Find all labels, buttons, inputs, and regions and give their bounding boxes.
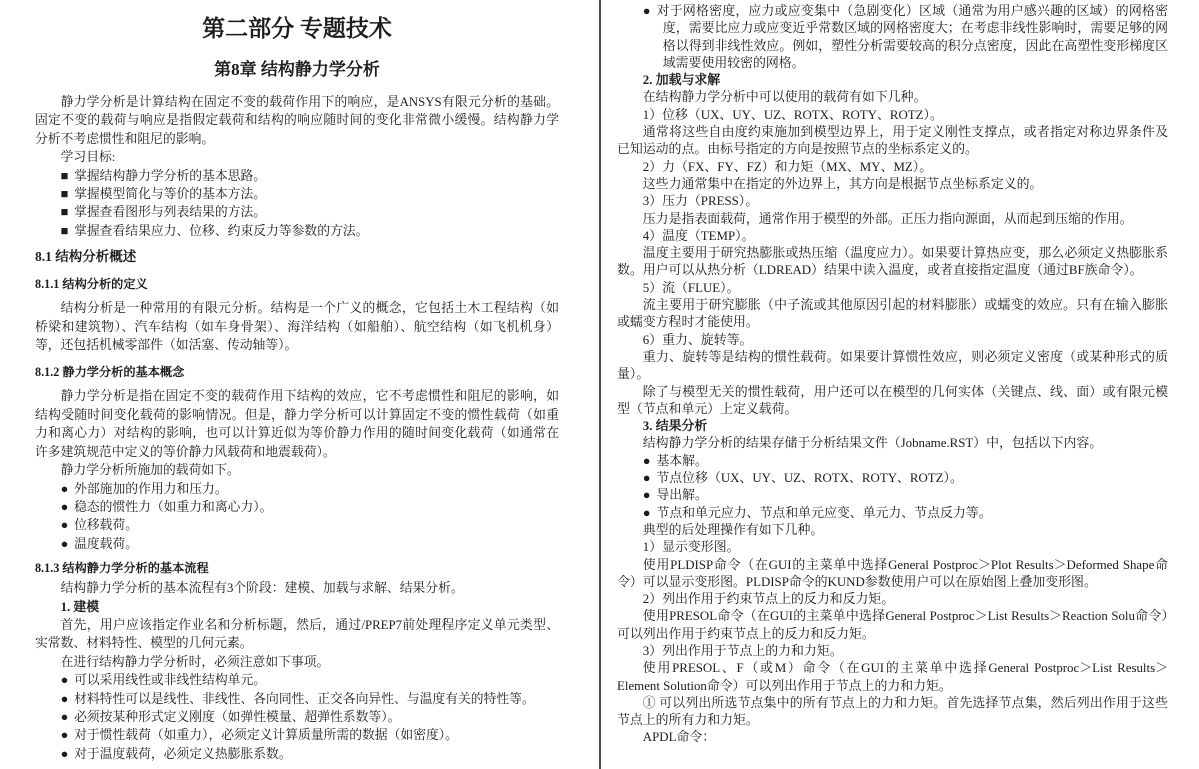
square-bullet-icon: ■: [60, 187, 69, 202]
round-bullet-icon: ●: [642, 4, 651, 18]
round-bullet-icon: ●: [60, 728, 69, 743]
load-item: [61, 480, 559, 498]
paragraph: 在进行结构静力学分析时，必须注意如下事项。: [60, 654, 330, 669]
note-item: [61, 708, 559, 726]
square-bullet-icon: ■: [60, 168, 69, 183]
goal-text: 掌握结构静力学分析的基本思路。: [74, 168, 267, 183]
paragraph: 流主要用于研究膨胀（中子流或其他原因引起的材料膨胀）或蠕变的效应。只有在输入膨胀或蠕变方程时才能使用。: [617, 298, 1168, 330]
paragraph: ① 可以列出所选节点集中的所有节点上的力和力矩。首先选择节点集，然后列出作用于这些节点上的所有力和力矩。: [617, 695, 1168, 728]
paragraph: 结构分析是一种常用的有限元分析。结构是一个广义的概念，它包括土木工程结构（如桥梁和建筑物）、汽车结构（如车身骨架）、海洋结构（如船舶）、航空结构（如飞机机身）等，还包括机械零部件（如活塞、传动轴等）。: [35, 301, 559, 353]
apdl-label: APDL命令：: [642, 730, 716, 745]
goal-item: [61, 185, 559, 203]
result-text: 节点和单元应力、节点和单元应变、单元力、节点反力等。: [656, 505, 992, 520]
paragraph: 重力、旋转等是结构的惯性载荷。如果要计算惯性效应，则必须定义密度（或某种形式的质量）。: [617, 349, 1168, 382]
step3-heading: 3. 结果分析: [642, 419, 708, 434]
round-bullet-icon: ●: [60, 499, 69, 514]
round-bullet-icon: ●: [642, 453, 651, 468]
load-item: [61, 535, 559, 553]
result-text: 节点位移（UX、UY、UZ、ROTX、ROTY、ROTZ）。: [656, 471, 963, 486]
goal-item: [61, 203, 559, 221]
load-item: [61, 516, 559, 534]
result-item: [643, 505, 1168, 522]
load-type-label: 6）重力、旋转等。: [642, 332, 753, 347]
square-bullet-icon: ■: [60, 205, 69, 220]
load-text: 温度载荷。: [74, 536, 139, 551]
note-item: [61, 726, 559, 744]
left-page: [35, 0, 559, 763]
load-type-label: 4）温度（TEMP）。: [642, 228, 755, 243]
load-item: [61, 498, 559, 516]
load-text: 稳态的惯性力（如重力和离心力）。: [74, 499, 273, 514]
paragraph: 通常将这些自由度约束施加到模型边界上，用于定义刚性支撑点，或者指定对称边界条件及已知运动的点。由标号指定的方向是按照节点的坐标系定义的。: [617, 125, 1168, 157]
paragraph: 典型的后处理操作有如下几种。: [642, 522, 824, 537]
paragraph: 除了与模型无关的惯性载荷，用户还可以在模型的几何实体（关键点、线、面）或有限元模型（节点和单元）上定义载荷。: [617, 384, 1168, 416]
round-bullet-icon: ●: [642, 488, 651, 503]
note-text: 材料特性可以是线性、非线性、各向同性、正交各向异性、与温度有关的特性等。: [74, 691, 535, 706]
part-title: 第二部分 专题技术: [202, 16, 392, 41]
note-text: 必须按某种形式定义刚度（如弹性模量、超弹性系数等）。: [74, 709, 401, 724]
load-text: 位移载荷。: [74, 518, 139, 533]
result-text: 基本解。: [656, 453, 708, 468]
round-bullet-icon: ●: [60, 481, 69, 496]
goal-item: [61, 222, 559, 240]
section-heading-8-1-3: 8.1.3 结构静力学分析的基本流程: [35, 561, 209, 576]
load-type-label: 3）压力（PRESS）。: [642, 194, 759, 209]
note-item: [61, 671, 559, 689]
operation-label: 3）列出作用于节点上的力和力矩。: [642, 643, 843, 658]
note-text: 对于惯性载荷（如重力），必须定义计算质量所需的数据（如密度）。: [74, 728, 458, 743]
round-bullet-icon: ●: [60, 746, 69, 761]
round-bullet-icon: ●: [642, 505, 651, 520]
goal-text: 掌握查看结果应力、位移、约束反力等参数的方法。: [74, 223, 369, 238]
load-type-label: 2）力（FX、FY、FZ）和力矩（MX、MY、MZ）。: [642, 159, 933, 174]
goal-item: [61, 167, 559, 185]
round-bullet-icon: ●: [60, 709, 69, 724]
result-text: 导出解。: [656, 488, 708, 503]
section-heading-8-1: 8.1 结构分析概述: [35, 249, 137, 265]
mesh-note-item: [643, 3, 1168, 72]
intro-paragraph: 静力学分析是计算结构在固定不变的载荷作用下的响应，是ANSYS有限元分析的基础。固定不变的载荷与响应是指假定载荷和结构的响应随时间的变化非常微小缓慢。结构静力学分析不考虑惯性和阻尼的影响。: [35, 95, 559, 146]
paragraph: 压力是指表面载荷，通常作用于模型的外部。正压力指向源面，从而起到压缩的作用。: [642, 211, 1133, 226]
mesh-note-text: 对于网格密度，应力或应变集中（急剧变化）区域（通常为用户感兴趣的区域）的网格密度，需要比应力或应变近乎常数区域的网格密度大；在考虑非线性影响时，需要足够的网格以得到非线性效应。例如，塑性分析需要较高的积分点密度，因此在高塑性变形梯度区域需要使用较密的网格。: [656, 4, 1168, 70]
step1-heading: 1. 建模: [60, 599, 99, 614]
round-bullet-icon: ●: [60, 536, 69, 551]
paragraph: 使用PRESOL命令（在GUI的主菜单中选择General Postproc＞List Results＞Reaction Solu命令）可以列出作用于约束节点上的反力和反力矩。: [617, 609, 1168, 641]
goals-label: 学习目标:: [60, 150, 116, 165]
note-item: [61, 745, 559, 763]
section-heading-8-1-1: 8.1.1 结构分析的定义: [35, 277, 148, 292]
note-text: 对于温度载荷，必须定义热膨胀系数。: [74, 746, 292, 761]
paragraph: 结构静力学分析的基本流程有3个阶段：建模、加载与求解、结果分析。: [60, 581, 464, 596]
load-text: 外部施加的作用力和压力。: [74, 481, 228, 496]
loads-intro: 静力学分析所施加的载荷如下。: [60, 463, 240, 478]
note-item: [61, 690, 559, 708]
paragraph: 使用PLDISP命令（在GUI的主菜单中选择General Postproc＞Plot Results＞Deformed Shape命令）可以显示变形图。PLDISP命令的KUND参数使用户可以在原始图上叠加变形图。: [617, 557, 1168, 589]
page-divider: [599, 0, 601, 769]
right-page: [617, 3, 1168, 747]
paragraph: 这些力通常集中在指定的外边界上，其方向是根据节点坐标系定义的。: [642, 176, 1043, 191]
round-bullet-icon: ●: [642, 471, 651, 486]
goal-text: 掌握查看图形与列表结果的方法。: [74, 205, 267, 220]
goal-text: 掌握模型简化与等价的基本方法。: [74, 187, 267, 202]
section-heading-8-1-2: 8.1.2 静力学分析的基本概念: [35, 365, 185, 380]
paragraph: 静力学分析是指在固定不变的载荷作用下结构的效应，它不考虑惯性和阻尼的影响，如结构受随时间变化载荷的影响情况。但是，静力学分析可以计算固定不变的惯性载荷（如重力和离心力）对结构的影响，也可以计算近似为等价静力作用的随时间变化载荷（如通常在许多建筑规范中定义的等价静力风载荷和地震载荷）。: [35, 389, 559, 459]
paragraph: 结构静力学分析的结果存储于分析结果文件（Jobname.RST）中，包括以下内容。: [642, 436, 1103, 451]
result-item: [643, 487, 1168, 504]
chapter-title: 第8章 结构静力学分析: [214, 60, 380, 79]
square-bullet-icon: ■: [60, 223, 69, 238]
round-bullet-icon: ●: [60, 673, 69, 688]
operation-label: 1）显示变形图。: [642, 540, 740, 555]
round-bullet-icon: ●: [60, 518, 69, 533]
step2-heading: 2. 加载与求解: [642, 73, 721, 88]
round-bullet-icon: ●: [60, 691, 69, 706]
paragraph: 首先，用户应该指定作业名和分析标题，然后，通过/PREP7前处理程序定义单元类型、实常数、材料特性、模型的几何元素。: [35, 617, 559, 651]
paragraph: 在结构静力学分析中可以使用的载荷有如下几种。: [642, 90, 927, 105]
paragraph: 温度主要用于研究热膨胀或热压缩（温度应力）。如果要计算热应变，那么必须定义热膨胀系数。用户可以从热分析（LDREAD）结果中读入温度，或者直接指定温度（通过BF族命令）。: [617, 246, 1168, 278]
result-item: [643, 453, 1168, 470]
paragraph: 使用PRESOL、F（或M）命令（在GUI的主菜单中选择General Postproc＞List Results＞Element Solution命令）可以列出作用于节点上的力和力矩。: [617, 661, 1168, 693]
note-text: 可以采用线性或非线性结构单元。: [74, 673, 267, 688]
result-item: [643, 470, 1168, 487]
load-type-label: 1）位移（UX、UY、UZ、ROTX、ROTY、ROTZ）。: [642, 107, 943, 122]
load-type-label: 5）流（FLUE）。: [642, 280, 740, 295]
operation-label: 2）列出作用于约束节点上的反力和反力矩。: [642, 592, 895, 607]
